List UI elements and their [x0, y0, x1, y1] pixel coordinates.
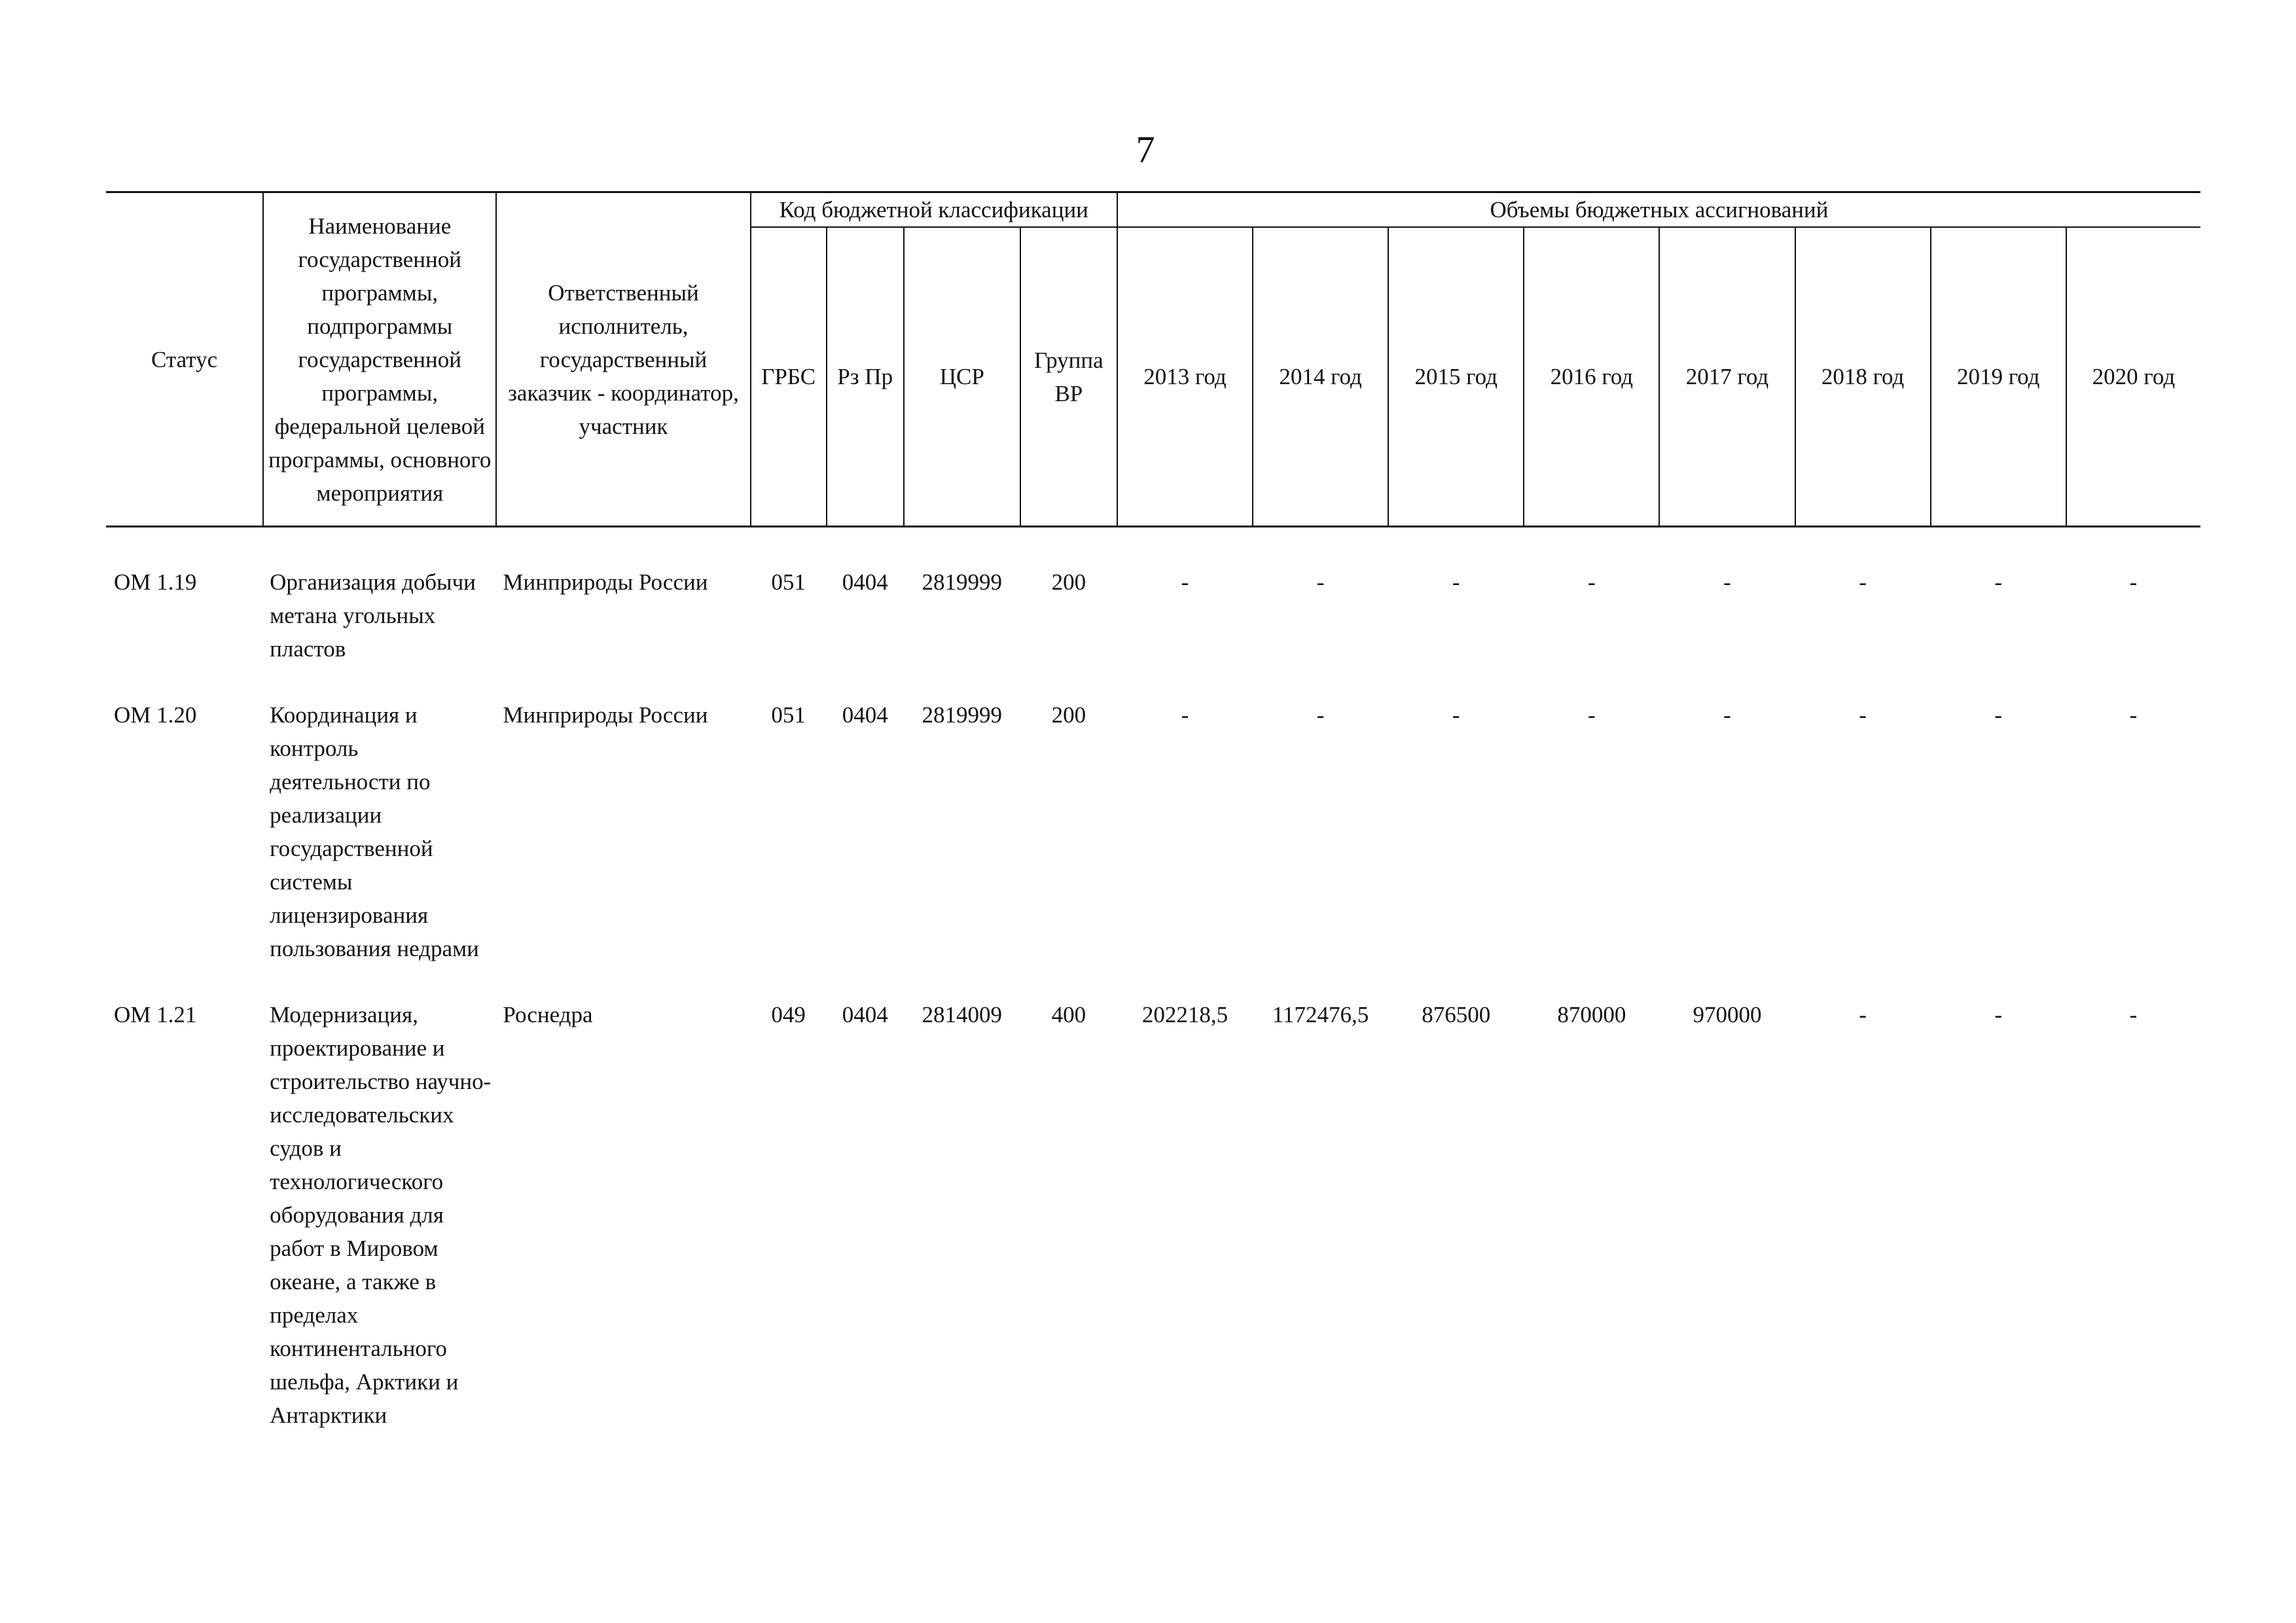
header-status: Статус — [106, 192, 263, 527]
row-csr: 2814009 — [922, 1002, 1003, 1027]
row-value: - — [1859, 569, 1867, 595]
table-row — [106, 698, 2200, 965]
row-value: - — [1452, 702, 1460, 728]
header-budget-volume-group: Объемы бюджетных ассигнований — [1117, 192, 2200, 228]
header-year: 2019 год — [1931, 227, 2066, 527]
header-year: 2017 год — [1659, 227, 1795, 527]
header-executor: Ответственный исполнитель, государственный заказчик - координатор, участник — [496, 192, 750, 527]
header-vr-group: Группа ВР — [1020, 227, 1117, 527]
row-value: - — [1994, 1002, 2003, 1027]
row-value: - — [1316, 569, 1325, 595]
row-status: ОМ 1.21 — [114, 1002, 197, 1027]
header-year: 2018 год — [1795, 227, 1931, 527]
row-value: - — [1452, 569, 1460, 595]
row-rzpr: 0404 — [842, 1002, 888, 1027]
header-year: 2015 год — [1388, 227, 1524, 527]
row-name: Координация и контроль деятельности по реализации государственной системы лицензирования пользования недрами — [270, 702, 479, 961]
row-value: 202218,5 — [1141, 1002, 1229, 1027]
row-vr: 200 — [1051, 569, 1086, 595]
header-year: 2020 год — [2066, 227, 2200, 527]
row-vr: 400 — [1051, 1002, 1086, 1027]
budget-allocation-table — [106, 191, 2200, 1432]
row-rzpr: 0404 — [842, 702, 888, 728]
header-rzpr: Рз Пр — [827, 227, 904, 527]
row-grbs: 051 — [771, 702, 806, 728]
row-csr: 2819999 — [922, 569, 1003, 595]
header-year: 2016 год — [1524, 227, 1659, 527]
row-value: - — [1994, 569, 2003, 595]
table-row — [106, 998, 2200, 1432]
row-value: 876500 — [1422, 1002, 1491, 1027]
row-grbs: 051 — [771, 569, 806, 595]
page-number: 7 — [1136, 128, 1155, 171]
row-csr: 2819999 — [922, 702, 1003, 728]
row-value: - — [1181, 702, 1189, 728]
row-value: 870000 — [1557, 1002, 1626, 1027]
row-value: - — [2129, 702, 2138, 728]
row-value: 1172476,5 — [1272, 1002, 1369, 1027]
row-value: - — [1723, 702, 1731, 728]
table-row — [106, 565, 2200, 666]
row-value: - — [1994, 702, 2003, 728]
header-year: 2013 год — [1117, 227, 1253, 527]
row-executor: Минприроды России — [503, 702, 708, 728]
header-grbs: ГРБС — [751, 227, 827, 527]
row-value: - — [1181, 569, 1189, 595]
row-executor: Роснедра — [503, 1002, 593, 1027]
row-value: - — [1859, 702, 1867, 728]
row-name: Модернизация, проектирование и строительство научно-исследовательских судов и технологического оборудования для работ в Мировом океане, а также в пределах континентального шельфа, Арктики и Антарктики — [270, 1002, 492, 1428]
row-status: ОМ 1.19 — [114, 569, 197, 595]
row-value: - — [1723, 569, 1731, 595]
header-year: 2014 год — [1253, 227, 1388, 527]
header-csr: ЦСР — [904, 227, 1020, 527]
row-value: - — [2129, 569, 2138, 595]
row-executor: Минприроды России — [503, 569, 708, 595]
row-value: - — [1859, 1002, 1867, 1027]
header-budget-code-group: Код бюджетной классификации — [751, 192, 1117, 228]
row-value: - — [1588, 569, 1596, 595]
row-vr: 200 — [1051, 702, 1086, 728]
row-status: ОМ 1.20 — [114, 702, 197, 728]
row-grbs: 049 — [771, 1002, 806, 1027]
row-value: - — [1588, 702, 1596, 728]
row-value: - — [2129, 1002, 2138, 1027]
header-program-name: Наименование государственной программы, подпрограммы государственной программы, федеральной целевой программы, основного мероприятия — [263, 192, 496, 527]
row-rzpr: 0404 — [842, 569, 888, 595]
row-name: Организация добычи метана угольных пластов — [270, 569, 476, 662]
row-value: - — [1316, 702, 1325, 728]
row-value: 970000 — [1693, 1002, 1762, 1027]
